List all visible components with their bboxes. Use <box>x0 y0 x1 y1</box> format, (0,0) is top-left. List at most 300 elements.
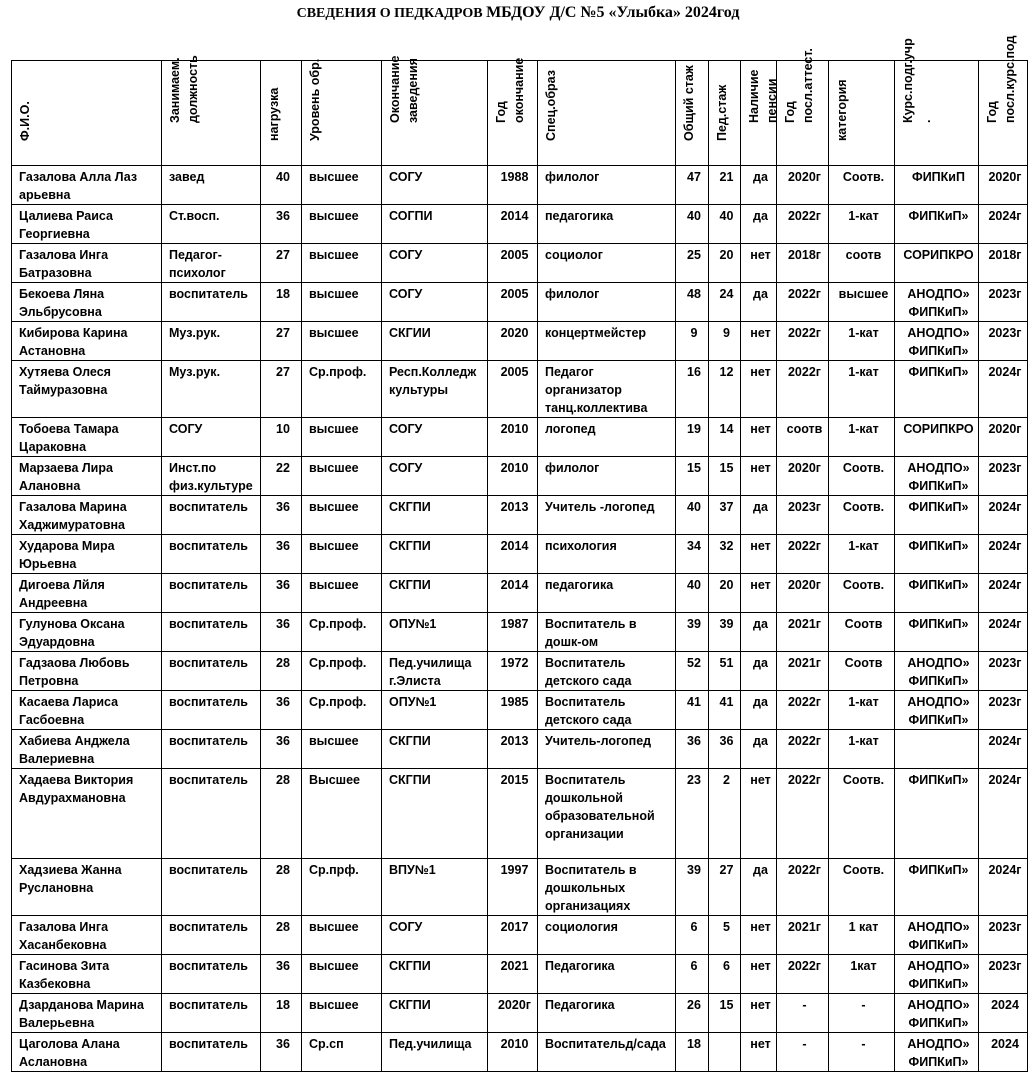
page-title <box>0 4 1036 22</box>
table-row <box>12 652 1028 691</box>
title-part1: СВЕДЕНИЯ О ПЕДКАДРОВ <box>296 6 483 21</box>
table-cell: нет <box>741 994 777 1033</box>
table-cell: Соотв <box>829 613 895 652</box>
table-cell: Соотв. <box>829 574 895 613</box>
table-cell: высшее <box>302 457 382 496</box>
table-cell: Педагогика <box>538 955 676 994</box>
table-cell: Воспитатель в дошк-ом <box>538 613 676 652</box>
table-cell: 2018г <box>979 244 1028 283</box>
table-cell: 1-кат <box>829 535 895 574</box>
table-cell: Гулунова Оксана Эдуардовна <box>12 613 162 652</box>
table-cell: ФИПКиП» <box>895 613 979 652</box>
table-cell: воспитатель <box>162 1033 261 1072</box>
table-cell: Гасинова Зита Казбековна <box>12 955 162 994</box>
table-cell: - <box>777 994 829 1033</box>
table-row <box>12 859 1028 916</box>
table-cell: Воспитатель в дошкольных организациях <box>538 859 676 916</box>
table-cell: 40 <box>676 205 709 244</box>
table-cell: 1-кат <box>829 322 895 361</box>
table-cell: ФИПКиП» <box>895 859 979 916</box>
title-part2: МБДОУ Д/С №5 «Улыбка» 2024год <box>486 4 740 21</box>
table-cell: завед <box>162 166 261 205</box>
table-row <box>12 769 1028 859</box>
table-cell: высшее <box>302 283 382 322</box>
table-cell: Инст.по физ.культуре <box>162 457 261 496</box>
table-cell: нет <box>741 916 777 955</box>
table-cell: СКГПИ <box>382 769 488 859</box>
table-cell: Ср.проф. <box>302 691 382 730</box>
table-cell: 1 кат <box>829 916 895 955</box>
table-cell: нет <box>741 574 777 613</box>
table-cell: воспитатель <box>162 916 261 955</box>
table-cell: СОГУ <box>382 916 488 955</box>
table-cell: 28 <box>261 769 302 859</box>
table-cell: Высшее <box>302 769 382 859</box>
table-cell: Цалиева Раиса Георгиевна <box>12 205 162 244</box>
table-cell: 2023г <box>979 283 1028 322</box>
table-cell: 2005 <box>488 244 538 283</box>
table-cell: Хутяева Олеся Таймуразовна <box>12 361 162 418</box>
table-cell: 2022г <box>777 283 829 322</box>
table-cell: Муз.рук. <box>162 361 261 418</box>
table-cell: 2010 <box>488 457 538 496</box>
table-cell: 36 <box>261 1033 302 1072</box>
table-cell: нет <box>741 322 777 361</box>
table-cell: ФИПКиП» <box>895 205 979 244</box>
table-cell: Соотв. <box>829 769 895 859</box>
table-cell: да <box>741 166 777 205</box>
table-cell: АНОДПО» ФИПКиП» <box>895 283 979 322</box>
table-cell: нет <box>741 457 777 496</box>
table-cell: 15 <box>676 457 709 496</box>
table-cell: воспитатель <box>162 574 261 613</box>
table-cell: 2022г <box>777 691 829 730</box>
table-cell: логопед <box>538 418 676 457</box>
column-header: Курс.подг.учр . <box>895 61 979 166</box>
table-cell: 36 <box>261 205 302 244</box>
table-cell: высшее <box>302 496 382 535</box>
table-cell: 20 <box>709 574 741 613</box>
table-cell: Педагог-психолог <box>162 244 261 283</box>
table-cell: 2022г <box>777 205 829 244</box>
table-cell: Соотв. <box>829 496 895 535</box>
table-cell: 26 <box>676 994 709 1033</box>
table-cell: Тобоева Тамара Цараковна <box>12 418 162 457</box>
table-cell: СОГУ <box>382 457 488 496</box>
column-header: Год посл.курс.под <box>979 61 1028 166</box>
table-cell: 2014 <box>488 205 538 244</box>
table-cell: 2024г <box>979 859 1028 916</box>
table-cell: СОГПИ <box>382 205 488 244</box>
table-cell: 20 <box>709 244 741 283</box>
table-cell: Ср.проф. <box>302 361 382 418</box>
table-cell: 2023г <box>979 955 1028 994</box>
table-cell: высшее <box>302 916 382 955</box>
table-cell: 16 <box>676 361 709 418</box>
table-cell: нет <box>741 535 777 574</box>
table-cell: СКГПИ <box>382 496 488 535</box>
column-header: категория <box>829 61 895 166</box>
table-cell: да <box>741 859 777 916</box>
table-row <box>12 496 1028 535</box>
table-cell: 9 <box>676 322 709 361</box>
table-cell: 2024г <box>979 361 1028 418</box>
table-cell: 34 <box>676 535 709 574</box>
table-cell: 1-кат <box>829 361 895 418</box>
table-cell: да <box>741 205 777 244</box>
table-cell: Газалова Инга Хасанбековна <box>12 916 162 955</box>
table-cell: высшее <box>302 535 382 574</box>
table-cell: 2 <box>709 769 741 859</box>
table-cell: психология <box>538 535 676 574</box>
table-cell: Соотв. <box>829 457 895 496</box>
table-cell: СКГПИ <box>382 730 488 769</box>
table-cell: воспитатель <box>162 535 261 574</box>
table-cell: СОГУ <box>162 418 261 457</box>
table-row <box>12 916 1028 955</box>
table-cell: АНОДПО» ФИПКиП» <box>895 994 979 1033</box>
table-cell: 2018г <box>777 244 829 283</box>
table-cell: воспитатель <box>162 994 261 1033</box>
table-cell: 36 <box>261 496 302 535</box>
table-cell: высшее <box>302 322 382 361</box>
table-cell: 1-кат <box>829 205 895 244</box>
table-cell: 36 <box>261 613 302 652</box>
table-cell: Хударова Мира Юрьевна <box>12 535 162 574</box>
table-cell: высшее <box>302 244 382 283</box>
table-cell: СКГИИ <box>382 322 488 361</box>
table-cell: 1-кат <box>829 691 895 730</box>
table-cell: 36 <box>676 730 709 769</box>
table-cell: 1997 <box>488 859 538 916</box>
column-header: Уровень обр. <box>302 61 382 166</box>
table-cell: 2017 <box>488 916 538 955</box>
table-cell: АНОДПО» ФИПКиП» <box>895 1033 979 1072</box>
table-cell: Гадзаова Любовь Петровна <box>12 652 162 691</box>
column-header: Год посл.аттест. <box>777 61 829 166</box>
table-cell: - <box>777 1033 829 1072</box>
table-cell: Газалова Алла Лаз арьевна <box>12 166 162 205</box>
table-cell: 2015 <box>488 769 538 859</box>
table-cell: 5 <box>709 916 741 955</box>
table-cell: Соотв <box>829 652 895 691</box>
table-cell: 2024г <box>979 574 1028 613</box>
table-cell: 12 <box>709 361 741 418</box>
table-cell: Педагогика <box>538 994 676 1033</box>
table-cell: концертмейстер <box>538 322 676 361</box>
table-cell: высшее <box>302 574 382 613</box>
table-cell: СОГУ <box>382 418 488 457</box>
table-cell: нет <box>741 769 777 859</box>
table-cell: 15 <box>709 994 741 1033</box>
table-cell: СОРИПКРО <box>895 244 979 283</box>
table-cell: 6 <box>676 916 709 955</box>
table-cell: 41 <box>709 691 741 730</box>
table-cell: нет <box>741 361 777 418</box>
table-cell: высшее <box>302 418 382 457</box>
table-cell: Пед.училища г.Элиста <box>382 652 488 691</box>
table-cell: АНОДПО» ФИПКиП» <box>895 916 979 955</box>
table-cell: 27 <box>261 361 302 418</box>
table-cell: 36 <box>261 955 302 994</box>
table-cell: 40 <box>676 574 709 613</box>
table-cell: 28 <box>261 859 302 916</box>
table-cell: воспитатель <box>162 283 261 322</box>
table-cell: да <box>741 652 777 691</box>
table-cell: 27 <box>261 244 302 283</box>
table-cell: 10 <box>261 418 302 457</box>
table-cell: социолог <box>538 244 676 283</box>
table-cell: 2020г <box>488 994 538 1033</box>
table-cell: нет <box>741 244 777 283</box>
table-cell: Пед.училища <box>382 1033 488 1072</box>
table-cell: Ср.прф. <box>302 859 382 916</box>
table-cell: 1кат <box>829 955 895 994</box>
table-cell: воспитатель <box>162 730 261 769</box>
table-cell: Дзарданова Марина Валерьевна <box>12 994 162 1033</box>
table-cell: филолог <box>538 457 676 496</box>
table-cell: 18 <box>261 283 302 322</box>
table-cell: Ср.проф. <box>302 613 382 652</box>
table-cell: 51 <box>709 652 741 691</box>
table-cell: СКГПИ <box>382 574 488 613</box>
table-cell: 40 <box>261 166 302 205</box>
table-cell: СКГПИ <box>382 955 488 994</box>
table-cell: 40 <box>676 496 709 535</box>
table-cell: 18 <box>261 994 302 1033</box>
table-cell: Дигоева Лйля Андреевна <box>12 574 162 613</box>
table-cell: Ст.восп. <box>162 205 261 244</box>
table-cell: Соотв. <box>829 859 895 916</box>
table-cell: 41 <box>676 691 709 730</box>
table-cell: 2023г <box>777 496 829 535</box>
table-cell: Марзаева Лира Алановна <box>12 457 162 496</box>
table-row <box>12 1033 1028 1072</box>
table-cell: 2023г <box>979 322 1028 361</box>
table-cell: СОГУ <box>382 166 488 205</box>
table-cell: СОГУ <box>382 244 488 283</box>
table-cell: Муз.рук. <box>162 322 261 361</box>
table-cell: 2024г <box>979 769 1028 859</box>
table-cell: 2020г <box>979 166 1028 205</box>
table-cell: СКГПИ <box>382 535 488 574</box>
table-cell: да <box>741 730 777 769</box>
table-cell: ОПУ№1 <box>382 613 488 652</box>
table-cell: 2024г <box>979 613 1028 652</box>
table-cell: соотв <box>829 244 895 283</box>
table-cell: АНОДПО» ФИПКиП» <box>895 322 979 361</box>
table-cell: 18 <box>676 1033 709 1072</box>
table-cell: 2024 <box>979 994 1028 1033</box>
table-cell: 2022г <box>777 361 829 418</box>
table-cell: 2023г <box>979 457 1028 496</box>
table-cell: да <box>741 691 777 730</box>
table-cell: 9 <box>709 322 741 361</box>
table-cell: 36 <box>261 691 302 730</box>
table-cell: 37 <box>709 496 741 535</box>
table-row <box>12 730 1028 769</box>
table-cell: Респ.Колледж культуры <box>382 361 488 418</box>
table-cell: 2013 <box>488 730 538 769</box>
table-cell: 14 <box>709 418 741 457</box>
table-cell: Кибирова Карина Астановна <box>12 322 162 361</box>
table-cell: 1985 <box>488 691 538 730</box>
column-header: Наличие пенсии <box>741 61 777 166</box>
table-cell: 21 <box>709 166 741 205</box>
table-cell: нет <box>741 955 777 994</box>
table-cell: 2022г <box>777 769 829 859</box>
table-cell: педагогика <box>538 574 676 613</box>
table-cell: СКГПИ <box>382 994 488 1033</box>
table-cell: высшее <box>302 730 382 769</box>
table-row <box>12 955 1028 994</box>
table-cell: высшее <box>829 283 895 322</box>
table-cell: 2020г <box>777 166 829 205</box>
table-row <box>12 994 1028 1033</box>
table-cell: 2024г <box>979 496 1028 535</box>
table-cell: высшее <box>302 994 382 1033</box>
table-body <box>12 166 1028 1072</box>
table-cell: 22 <box>261 457 302 496</box>
table-cell: 23 <box>676 769 709 859</box>
column-header: Общий стаж <box>676 61 709 166</box>
table-cell: 2022г <box>777 535 829 574</box>
table-cell: 32 <box>709 535 741 574</box>
table-row <box>12 166 1028 205</box>
table-cell: филолог <box>538 166 676 205</box>
table-cell: 25 <box>676 244 709 283</box>
table-cell: ОПУ№1 <box>382 691 488 730</box>
table-cell: Бекоева Ляна Эльбрусовна <box>12 283 162 322</box>
table-cell: 36 <box>261 535 302 574</box>
table-cell: Ср.сп <box>302 1033 382 1072</box>
table-cell: 2014 <box>488 535 538 574</box>
table-cell: 2024г <box>979 535 1028 574</box>
table-cell: 1-кат <box>829 730 895 769</box>
table-cell: 2024г <box>979 205 1028 244</box>
table-cell: 28 <box>261 916 302 955</box>
table-cell: Воспитатель детского сада <box>538 652 676 691</box>
table-cell: Воспитательд/сада <box>538 1033 676 1072</box>
table-cell: 2023г <box>979 652 1028 691</box>
table-cell: 2022г <box>777 955 829 994</box>
table-cell: 6 <box>709 955 741 994</box>
table-cell: 47 <box>676 166 709 205</box>
table-cell: 1988 <box>488 166 538 205</box>
table-cell: 2020г <box>777 574 829 613</box>
table-cell: соотв <box>777 418 829 457</box>
table-cell: 36 <box>261 730 302 769</box>
table-cell: Хабиева Анджела Валериевна <box>12 730 162 769</box>
table-cell: Хадзиева Жанна Руслановна <box>12 859 162 916</box>
table-cell: воспитатель <box>162 955 261 994</box>
table-cell: АНОДПО» ФИПКиП» <box>895 652 979 691</box>
table-cell: 27 <box>261 322 302 361</box>
table-cell: СОГУ <box>382 283 488 322</box>
table-cell: 2024г <box>979 730 1028 769</box>
table-cell: ВПУ№1 <box>382 859 488 916</box>
table-cell: 2005 <box>488 283 538 322</box>
table-cell: 28 <box>261 652 302 691</box>
table-cell: ФИПКиП» <box>895 496 979 535</box>
table-cell: 39 <box>676 613 709 652</box>
table-cell: да <box>741 283 777 322</box>
table-cell <box>709 1033 741 1072</box>
table-cell: 2021г <box>777 613 829 652</box>
table-cell: Учитель-логопед <box>538 730 676 769</box>
table-row <box>12 613 1028 652</box>
column-header: Ф.И.О. <box>12 61 162 166</box>
table-row <box>12 418 1028 457</box>
table-row <box>12 691 1028 730</box>
table-cell: Цаголова Алана Аслановна <box>12 1033 162 1072</box>
table-cell: 2024 <box>979 1033 1028 1072</box>
table-cell: ФИПКиП» <box>895 574 979 613</box>
table-cell: воспитатель <box>162 691 261 730</box>
table-cell: 2022г <box>777 322 829 361</box>
table-cell: Соотв. <box>829 166 895 205</box>
table-cell: воспитатель <box>162 859 261 916</box>
table-cell: 6 <box>676 955 709 994</box>
table-cell: 2020г <box>777 457 829 496</box>
table-cell: высшее <box>302 955 382 994</box>
table-row <box>12 457 1028 496</box>
table-row <box>12 535 1028 574</box>
column-header: Год окончание <box>488 61 538 166</box>
table-cell: 27 <box>709 859 741 916</box>
table-cell: 2021г <box>777 916 829 955</box>
table-cell: высшее <box>302 166 382 205</box>
table-cell: Газалова Инга Батразовна <box>12 244 162 283</box>
staff-table <box>11 35 1028 1072</box>
table-row <box>12 244 1028 283</box>
table-cell: 2013 <box>488 496 538 535</box>
table-cell: филолог <box>538 283 676 322</box>
table-cell: 39 <box>676 859 709 916</box>
table-cell: 2020г <box>979 418 1028 457</box>
table-cell: да <box>741 613 777 652</box>
table-cell: 2020 <box>488 322 538 361</box>
table-cell: 2021г <box>777 652 829 691</box>
table-row <box>12 322 1028 361</box>
table-cell: Газалова Марина Хаджимуратовна <box>12 496 162 535</box>
table-row <box>12 574 1028 613</box>
table-cell: АНОДПО» ФИПКиП» <box>895 955 979 994</box>
column-header: Спец.образ <box>538 61 676 166</box>
column-header: Занимаем. должность <box>162 61 261 166</box>
table-cell: ФИПКиП» <box>895 769 979 859</box>
table-cell: 1-кат <box>829 418 895 457</box>
table-cell: 52 <box>676 652 709 691</box>
table-cell: 1972 <box>488 652 538 691</box>
table-cell: 2022г <box>777 730 829 769</box>
table-cell: Ср.проф. <box>302 652 382 691</box>
table-cell: АНОДПО» ФИПКиП» <box>895 457 979 496</box>
table-cell: высшее <box>302 205 382 244</box>
table-cell: нет <box>741 1033 777 1072</box>
table-cell: Педагог организатор танц.коллектива <box>538 361 676 418</box>
table-cell: 2021 <box>488 955 538 994</box>
table-cell: да <box>741 496 777 535</box>
table-cell: 2023г <box>979 691 1028 730</box>
table-cell: СОРИПКРО <box>895 418 979 457</box>
table-cell: - <box>829 994 895 1033</box>
table-cell: Воспитатель дошкольной образовательной организации <box>538 769 676 859</box>
table-cell: 19 <box>676 418 709 457</box>
table-cell: ФИПКиП» <box>895 361 979 418</box>
table-cell: нет <box>741 418 777 457</box>
table-cell: - <box>829 1033 895 1072</box>
